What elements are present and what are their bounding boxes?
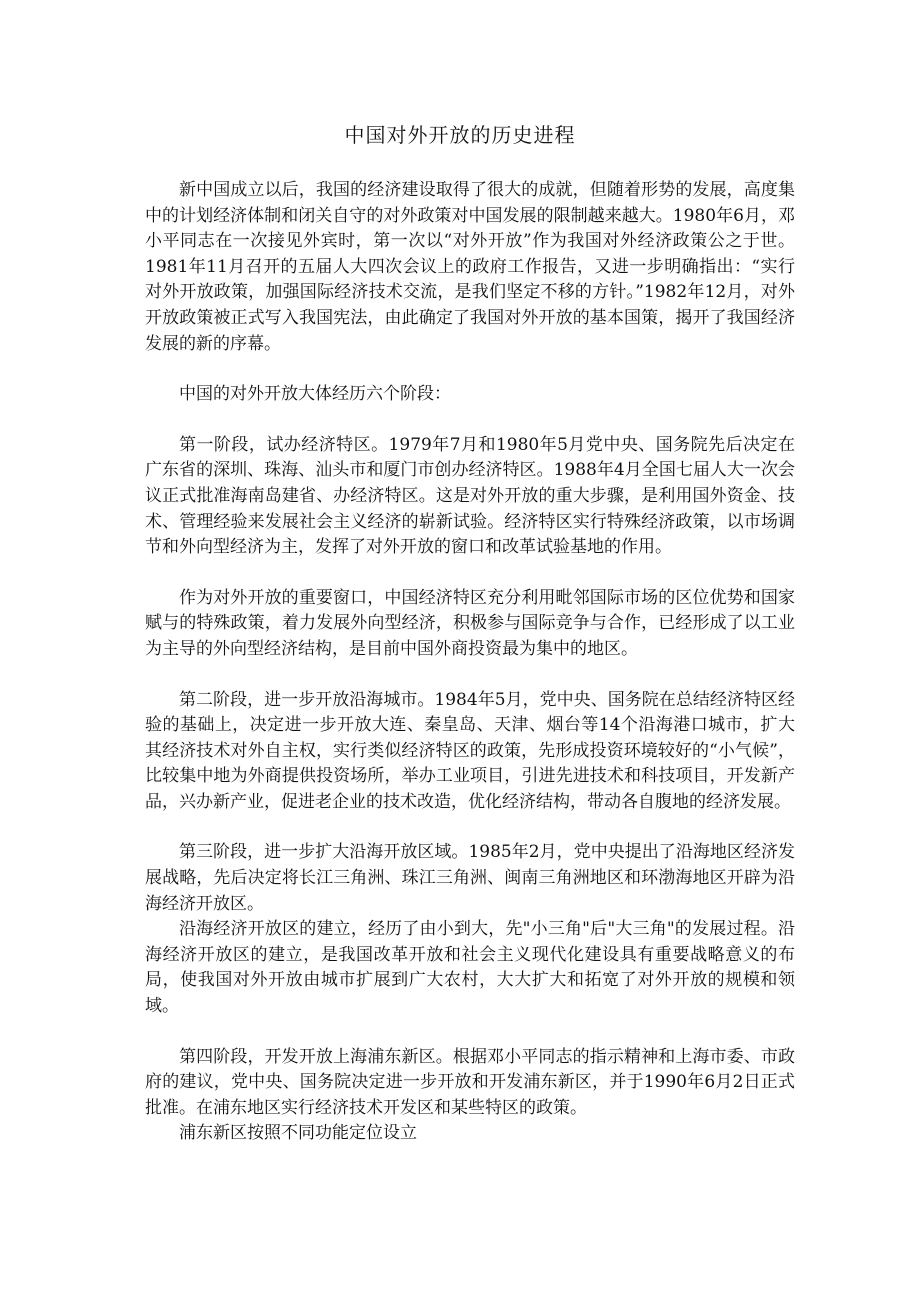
paragraph-coastal-open-zones: 沿海经济开放区的建立，经历了由小到大，先"小三角"后"大三角"的发展过程。沿海经济开放区的建立，是我国改革开放和社会主义现代化建设具有重要战略意义的布局，使我国对外开放由城市扩展到广大农村，大大扩大和拓宽了对外开放的规模和领域。 bbox=[145, 919, 795, 1017]
document-title: 中国对外开放的历史进程 bbox=[344, 123, 576, 147]
paragraph-stage-two: 第二阶段，进一步开放沿海城市。1984年5月，党中央、国务院在总结经济特区经验的基础上，决定进一步开放大连、秦皇岛、天津、烟台等14个沿海港口城市，扩大其经济技术对外自主权，实行类似经济特区的政策，先形成投资环境较好的“小气候”，比较集中地为外商提供投资场所，举办工业项目，引进先进技术和科技项目，开发新产品，兴办新产业，促进老企业的技术改造，优化经济结构，带动各自腹地的经济发展。 bbox=[145, 689, 795, 812]
paragraph-stage-four: 第四阶段，开发开放上海浦东新区。根据邓小平同志的指示精神和上海市委、市政府的建议，党中央、国务院决定进一步开放和开发浦东新区，并于1990年6月2日正式批准。在浦东地区实行经济技术开发区和某些特区的政策。 bbox=[145, 1046, 795, 1118]
paragraph-intro: 新中国成立以后，我国的经济建设取得了很大的成就，但随着形势的发展，高度集中的计划经济体制和闭关自守的对外政策对中国发展的限制越来越大。1980年6月，邓小平同志在一次接见外宾时，第一次以“对外开放”作为我国对外经济政策公之于世。1981年11月召开的五届人大四次会议上的政府工作报告，又进一步明确指出：“实行对外开放政策，加强国际经济技术交流，是我们坚定不移的方针。”1982年12月，对外开放政策被正式写入我国宪法，由此确定了我国对外开放的基本国策，揭开了我国经济发展的新的序幕。 bbox=[145, 180, 795, 354]
document-body bbox=[145, 178, 795, 1147]
paragraph-special-zones: 作为对外开放的重要窗口，中国经济特区充分利用毗邻国际市场的区位优势和国家赋与的特殊政策，着力发展外向型经济，积极参与国际竞争与合作，已经形成了以工业为主导的外向型经济结构，是目前中国外商投资最为集中的地区。 bbox=[145, 587, 795, 659]
paragraph-stage-three: 第三阶段，进一步扩大沿海开放区域。1985年2月，党中央提出了沿海地区经济发展战略，先后决定将长江三角洲、珠江三角洲、闽南三角洲地区和环渤海地区开辟为沿海经济开放区。 bbox=[145, 842, 795, 914]
paragraph-stages-overview: 中国的对外开放大体经历六个阶段： bbox=[179, 384, 451, 405]
paragraph-stage-one: 第一阶段，试办经济特区。1979年7月和1980年5月党中央、国务院先后决定在广东省的深圳、珠海、汕头市和厦门市创办经济特区。1988年4月全国七届人大一次会议正式批准海南岛建省、办经济特区。这是对外开放的重大步骤，是利用国外资金、技术、管理经验来发展社会主义经济的崭新试验。经济特区实行特殊经济政策，以市场调节和外向型经济为主，发挥了对外开放的窗口和改革试验基地的作用。 bbox=[145, 434, 795, 558]
paragraph-pudong: 浦东新区按照不同功能定位设立 bbox=[179, 1123, 417, 1144]
